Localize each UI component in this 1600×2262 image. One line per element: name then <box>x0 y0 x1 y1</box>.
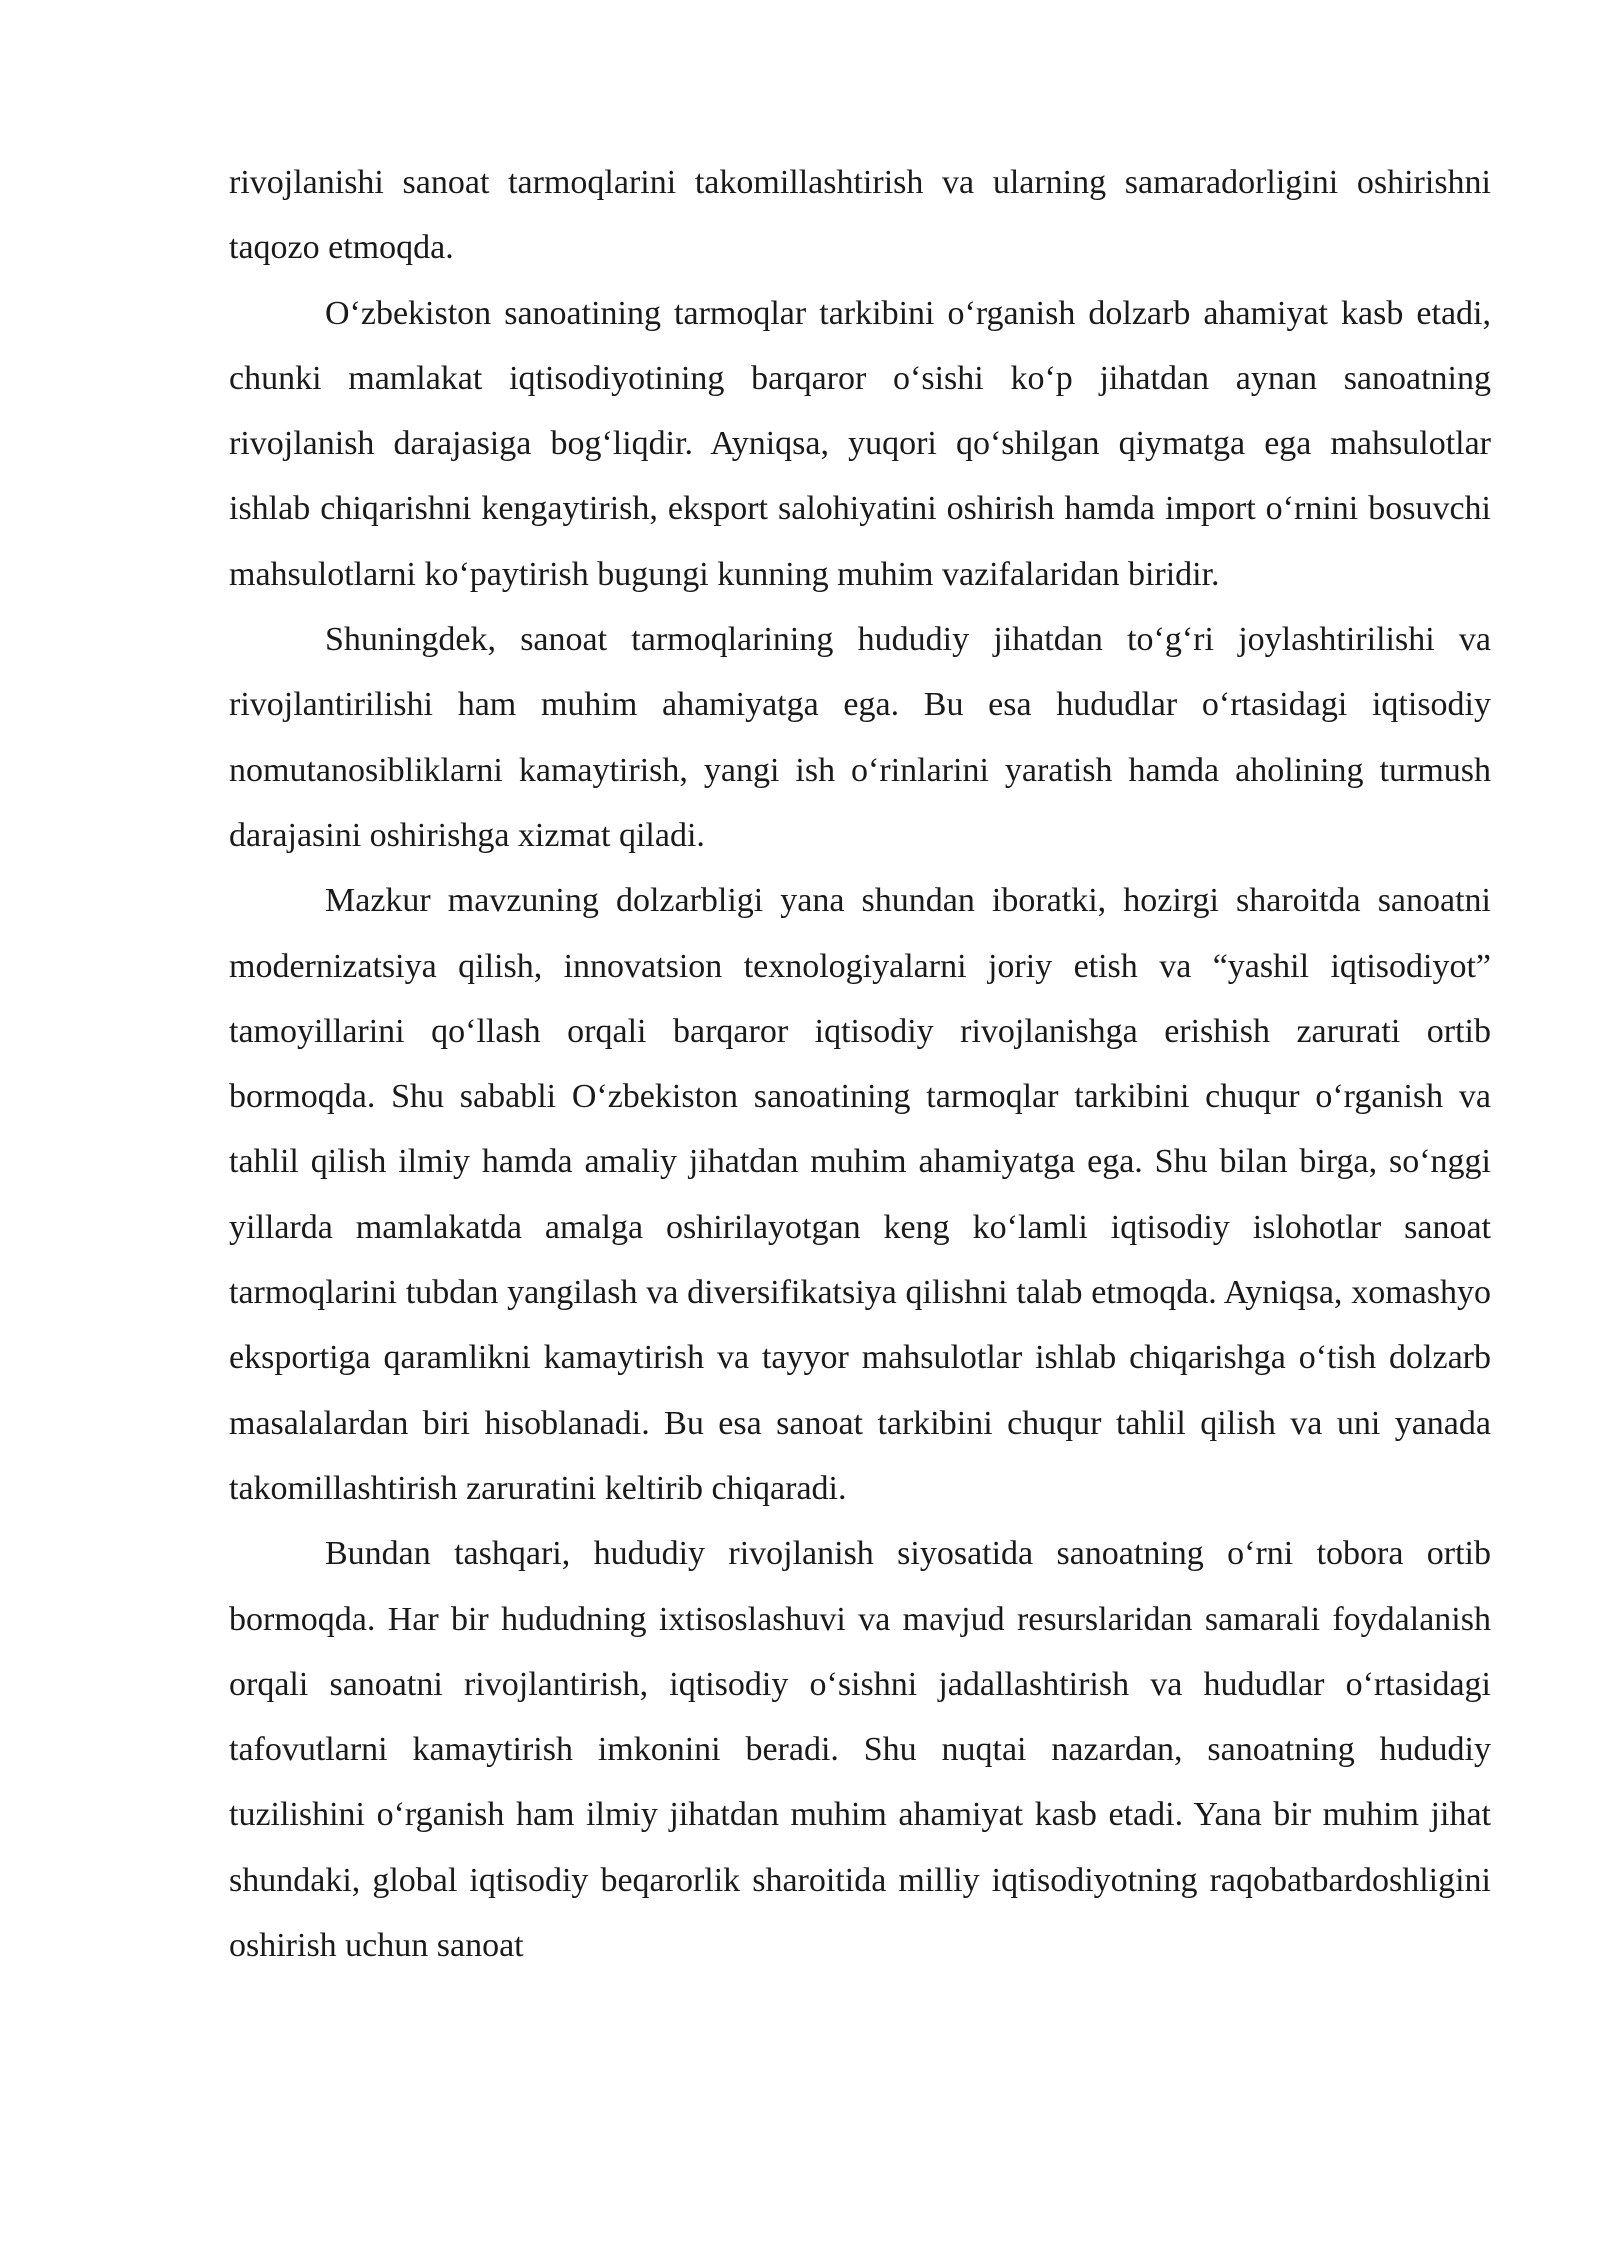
paragraph-regional-policy: Bundan tashqari, hududiy rivojlanish siyosatida sanoatning o‘rni tobora ortib bormoqda. Har bir hududning ixtisoslashuvi va mavjud resurslaridan samarali foydalanish orqali sanoatni rivojlantirish, iqtisodiy o‘sishni jadallashtirish va hududlar o‘rtasidagi tafovutlarni kamaytirish imkonini beradi. Shu nuqtai nazardan, sanoatning hududiy tuzilishini o‘rganish ham ilmiy jihatdan muhim ahamiyat kasb etadi. Yana bir muhim jihat shundaki, global iqtisodiy beqarorlik sharoitida milliy iqtisodiyotning raqobatbardoshligini oshirish uchun sanoat <box>229 1535 1491 1965</box>
document-page <box>229 150 1491 1978</box>
paragraph-industry-structure: O‘zbekiston sanoatining tarmoqlar tarkibini o‘rganish dolzarb ahamiyat kasb etadi, chunki mamlakat iqtisodiyotining barqaror o‘sishi ko‘p jihatdan aynan sanoatning rivojlanish darajasiga bog‘liqdir. Ayniqsa, yuqori qo‘shilgan qiymatga ega mahsulotlar ishlab chiqarishni kengaytirish, eksport salohiyatini oshirish hamda import o‘rnini bosuvchi mahsulotlarni ko‘paytirish bugungi kunning muhim vazifalaridan biridir. <box>229 294 1491 593</box>
paragraph-regional-placement: Shuningdek, sanoat tarmoqlarining hududiy jihatdan to‘g‘ri joylashtirilishi va rivojlantirilishi ham muhim ahamiyatga ega. Bu esa hududlar o‘rtasidagi iqtisodiy nomutanosibliklarni kamaytirish, yangi ish o‘rinlarini yaratish hamda aholining turmush darajasini oshirishga xizmat qiladi. <box>229 621 1491 854</box>
paragraph-continuation: rivojlanishi sanoat tarmoqlarini takomillashtirish va ularning samaradorligini oshirishni taqozo etmoqda. <box>229 164 1491 267</box>
paragraph-topic-relevance: Mazkur mavzuning dolzarbligi yana shundan iboratki, hozirgi sharoitda sanoatni modernizatsiya qilish, innovatsion texnologiyalarni joriy etish va “yashil iqtisodiyot” tamoyillarini qo‘llash orqali barqaror iqtisodiy rivojlanishga erishish zarurati ortib bormoqda. Shu sababli O‘zbekiston sanoatining tarmoqlar tarkibini chuqur o‘rganish va tahlil qilish ilmiy hamda amaliy jihatdan muhim ahamiyatga ega. Shu bilan birga, so‘nggi yillarda mamlakatda amalga oshirilayotgan keng ko‘lamli iqtisodiy islohotlar sanoat tarmoqlarini tubdan yangilash va diversifikatsiya qilishni talab etmoqda. Ayniqsa, xomashyo eksportiga qaramlikni kamaytirish va tayyor mahsulotlar ishlab chiqarishga o‘tish dolzarb masalalardan biri hisoblanadi. Bu esa sanoat tarkibini chuqur tahlil qilish va uni yanada takomillashtirish zaruratini keltirib chiqaradi. <box>229 882 1491 1507</box>
